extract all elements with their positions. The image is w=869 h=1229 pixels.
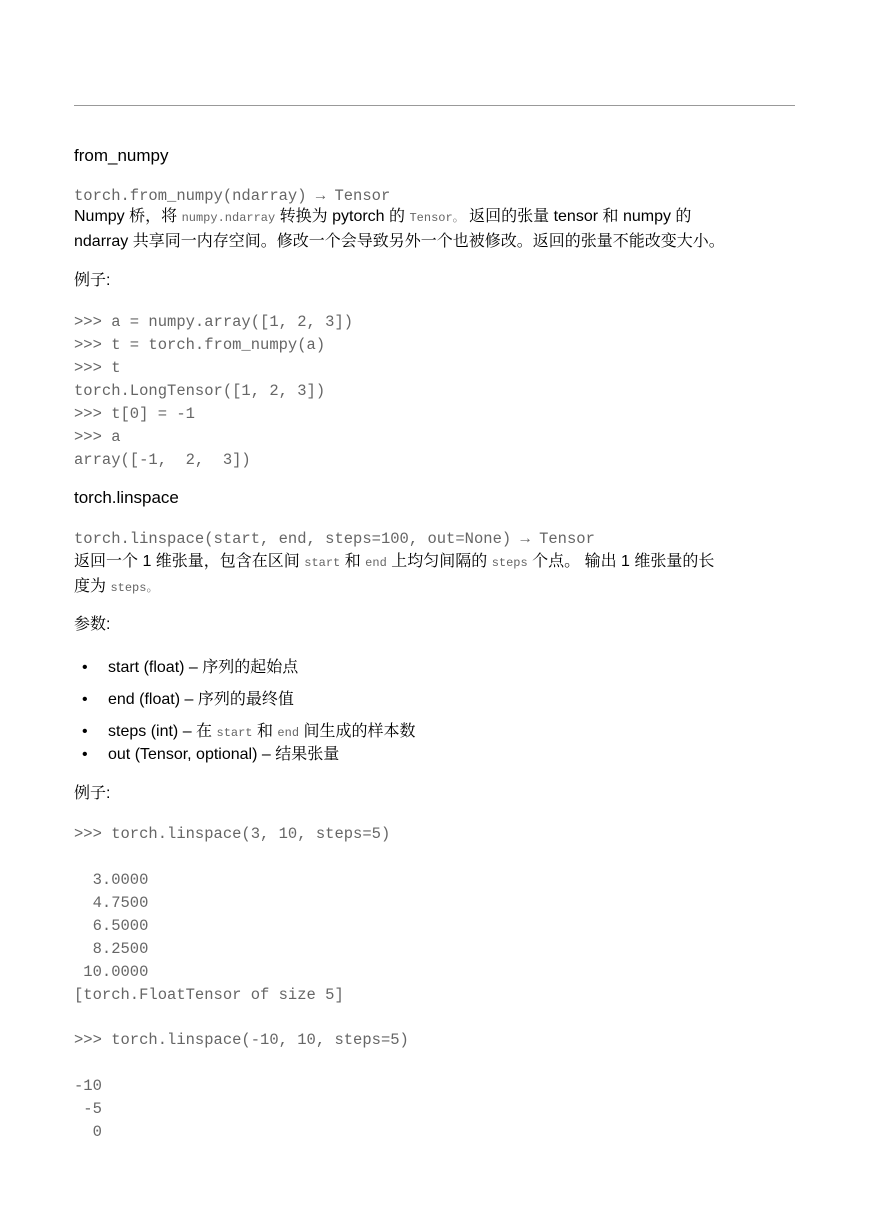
param-item-start: • start (float) – 序列的起始点 xyxy=(74,657,415,679)
linspace-signature: torch.linspace(start, end, steps=100, out=None) → Tensor xyxy=(74,530,595,548)
code-block xyxy=(74,1029,409,1144)
code-line: 3.0000 xyxy=(74,871,149,889)
code-line: [torch.FloatTensor of size 5] xyxy=(74,986,344,1004)
code-line: array([-1, 2, 3]) xyxy=(74,451,251,469)
code-block xyxy=(74,823,390,1007)
param-item-out: • out (Tensor, optional) – 结果张量 xyxy=(74,744,415,766)
from-numpy-signature: torch.from_numpy(ndarray) → Tensor xyxy=(74,187,391,205)
code-line: 4.7500 xyxy=(74,894,149,912)
code-line: -5 xyxy=(74,1100,102,1118)
code-line: 10.0000 xyxy=(74,963,149,981)
code-line: torch.LongTensor([1, 2, 3]) xyxy=(74,382,326,400)
linspace-description xyxy=(74,550,795,600)
from-numpy-example-label: 例子: xyxy=(74,272,111,289)
code-line: 6.5000 xyxy=(74,917,149,935)
code-line: 0 xyxy=(74,1123,102,1141)
code-line: >>> torch.linspace(3, 10, steps=5) xyxy=(74,825,391,843)
section-title-linspace: torch.linspace xyxy=(74,488,179,507)
linspace-params-label: 参数: xyxy=(74,616,111,633)
code-line: -10 xyxy=(74,1077,102,1095)
from-numpy-description xyxy=(74,205,795,254)
code-line: >>> t[0] = -1 xyxy=(74,405,195,423)
linspace-example1-code xyxy=(74,823,390,1007)
from-numpy-desc-line2: ndarray 共享同一内存空间。修改一个会导致另外一个也被修改。返回的张量不能改变大小。 xyxy=(74,233,725,250)
linspace-example2-code xyxy=(74,1029,409,1144)
code-line: >>> t xyxy=(74,359,121,377)
code-line: >>> torch.linspace(-10, 10, steps=5) xyxy=(74,1031,409,1049)
bullet-icon: • xyxy=(82,746,88,763)
from-numpy-desc-line1: Numpy 桥，将 numpy.ndarray 转换为 pytorch 的 Tensor。 返回的张量 tensor 和 numpy 的 xyxy=(74,208,692,225)
linspace-desc-line1: 返回一个 1 维张量，包含在区间 start 和 end 上均匀间隔的 steps 个点。 输出 1 维张量的长 xyxy=(74,553,715,570)
code-line: >>> a xyxy=(74,428,121,446)
code-line: 8.2500 xyxy=(74,940,149,958)
linspace-param-list xyxy=(74,657,415,766)
code-line: >>> t = torch.from_numpy(a) xyxy=(74,336,326,354)
linspace-desc-line2: 度为 steps。 xyxy=(74,578,159,595)
bullet-icon: • xyxy=(82,691,88,708)
section-title-from-numpy: from_numpy xyxy=(74,146,169,165)
param-item-steps: • steps (int) – 在 start 和 end 间生成的样本数 xyxy=(74,721,415,744)
bullet-icon: • xyxy=(82,659,88,676)
bullet-icon: • xyxy=(82,723,88,740)
code-line: >>> a = numpy.array([1, 2, 3]) xyxy=(74,313,354,331)
code-block xyxy=(74,311,353,472)
linspace-example-label: 例子: xyxy=(74,785,111,802)
from-numpy-example-code xyxy=(74,311,353,472)
top-divider xyxy=(74,105,795,106)
param-item-end: • end (float) – 序列的最终值 xyxy=(74,689,415,711)
